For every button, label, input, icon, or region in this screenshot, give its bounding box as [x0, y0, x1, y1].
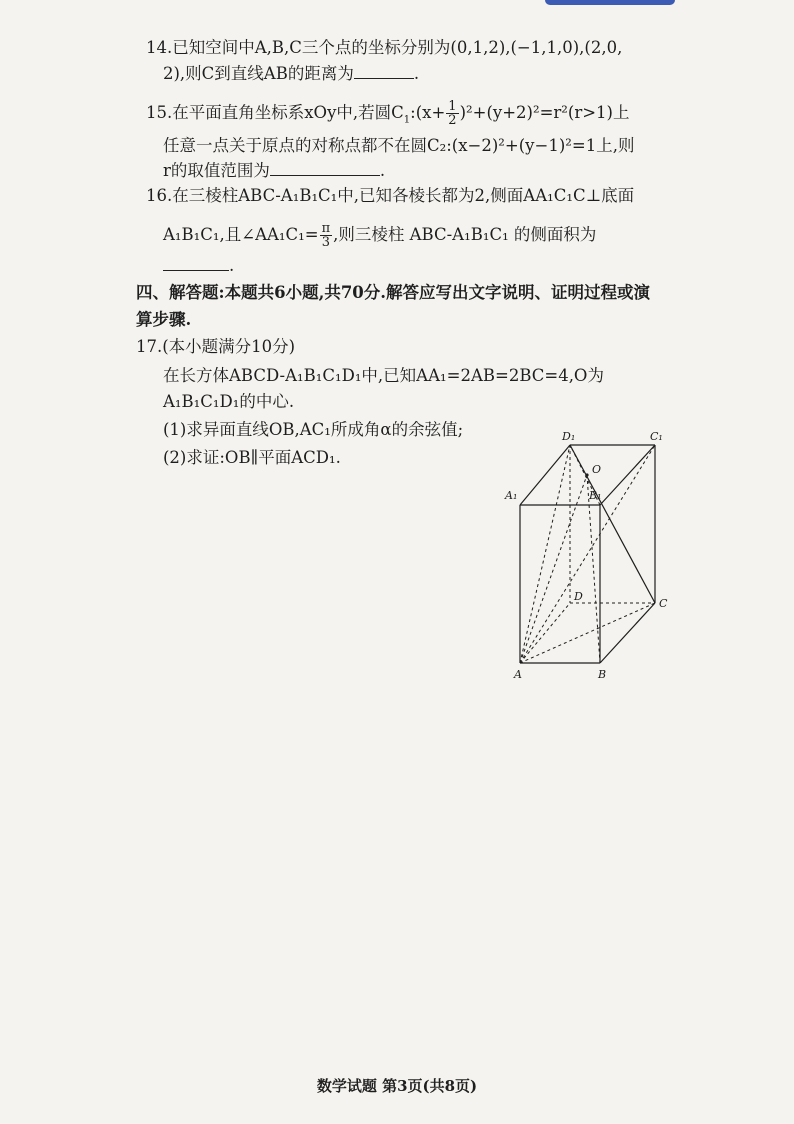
label-A: A — [514, 668, 522, 681]
top-edge-mark — [545, 0, 675, 5]
edge-B1C1 — [600, 445, 655, 505]
label-A1: A₁ — [505, 489, 518, 502]
q16-line1: 16.在三棱柱ABC-A₁B₁C₁中,已知各棱长都为2,侧面AA₁C₁C⊥底面 — [146, 186, 635, 205]
label-C1: C₁ — [650, 430, 663, 443]
page-footer: 数学试题 第3页(共8页) — [316, 1077, 478, 1095]
q14-line1: 14.已知空间中A,B,C三个点的坐标分别为(0,1,2),(−1,1,0),(2,0, — [146, 38, 623, 57]
label-C: C — [659, 597, 668, 610]
q17-part2: (2)求证:OB∥平面ACD₁. — [163, 448, 341, 467]
segment-AO — [520, 475, 587, 663]
label-D1: D₁ — [562, 430, 576, 443]
q16-line3: . — [163, 256, 234, 276]
q16-answer-blank — [163, 256, 229, 271]
diagonal-AC — [520, 603, 655, 663]
q17-line1: 在长方体ABCD-A₁B₁C₁D₁中,已知AA₁=2AB=2BC=4,O为 — [163, 366, 604, 385]
edge-AD-hidden — [520, 603, 570, 663]
q14-answer-blank — [354, 64, 414, 79]
q17-header: 17.(本小题满分10分) — [136, 337, 296, 356]
label-D: D — [574, 590, 583, 603]
q16-line2: A₁B₁C₁,且∠AA₁C₁= $\frac{\pi}{3}$ ,则三棱柱 ABC-A₁B₁C₁ 的侧面积为 — [163, 221, 597, 250]
segment-OB — [587, 475, 600, 663]
q17-line2: A₁B₁C₁D₁的中心. — [163, 392, 295, 411]
q14-line2: 2),则C到直线AB的距离为 . — [163, 64, 420, 83]
label-B1: B₁ — [589, 489, 602, 502]
q15-fraction: $\frac{1}{2}$ — [448, 99, 457, 128]
cuboid-figure — [500, 425, 690, 687]
label-O: O — [592, 463, 602, 476]
q17-part1: (1)求异面直线OB,AC₁所成角α的余弦值; — [163, 420, 464, 439]
diagonal-AD1 — [520, 445, 570, 663]
edge-D1C — [570, 445, 655, 603]
q16-fraction: $\frac{\pi}{3}$ — [321, 221, 331, 250]
q15-answer-blank — [270, 161, 380, 176]
q15-line3: r的取值范围为 . — [163, 161, 386, 180]
edge-BC — [600, 603, 655, 663]
label-B: B — [598, 668, 607, 681]
point-O — [585, 473, 588, 476]
q15-line1: 15.在平面直角坐标系xOy中,若圆$C_1:(x+$ $\frac{1}{2}$ )²+(y+2)²=r²(r>1)上 — [146, 99, 630, 128]
edge-D1A1 — [520, 445, 570, 505]
section4-heading: 四、解答题:本题共6小题,共70分.解答应写出文字说明、证明过程或演 — [136, 283, 651, 302]
section4-heading-line2: 算步骤. — [136, 310, 192, 329]
q15-line2: 任意一点关于原点的对称点都不在圆C₂:(x−2)²+(y−1)²=1上,则 — [163, 136, 635, 155]
